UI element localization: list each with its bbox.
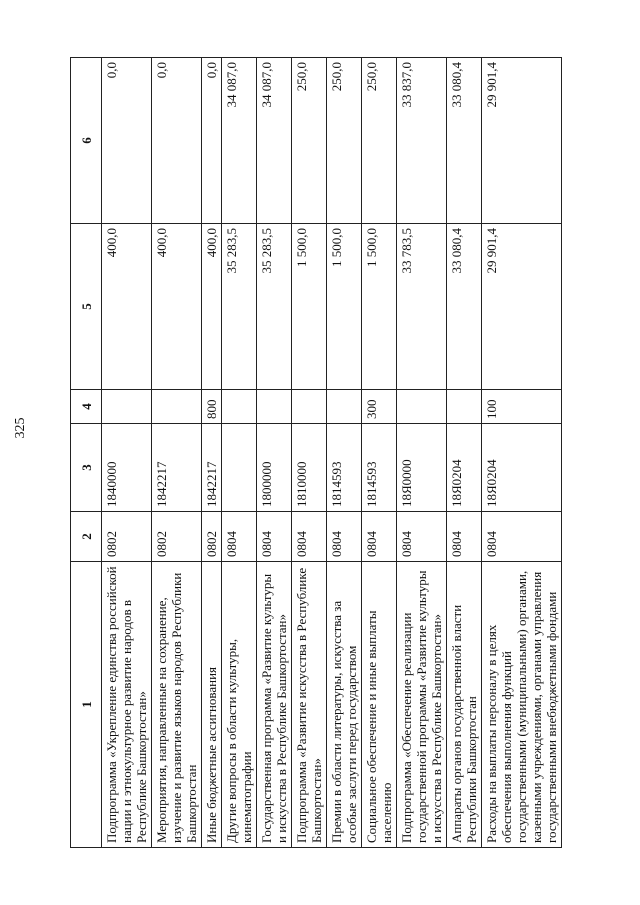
- target-code: 18Я0204: [447, 424, 482, 512]
- table-row: [257, 58, 292, 848]
- amount-col6: 33 837,0: [397, 58, 447, 224]
- table-row: [447, 58, 482, 848]
- amount-col6: 29 901,4: [482, 58, 562, 224]
- amount-col6: 250,0: [327, 58, 362, 224]
- table-row: [292, 58, 327, 848]
- amount-col6: 34 087,0: [222, 58, 257, 224]
- section-code: 0802: [202, 512, 222, 562]
- section-code: 0804: [327, 512, 362, 562]
- expense-type: [102, 390, 152, 424]
- column-header: 6: [71, 58, 102, 224]
- item-name: Подпрограмма «Развитие искусства в Республике Башкортостан»: [292, 562, 327, 848]
- rotated-page: [70, 58, 590, 848]
- column-header: 1: [71, 562, 102, 848]
- expense-type: [257, 390, 292, 424]
- amount-col5: 29 901,4: [482, 224, 562, 390]
- target-code: [222, 424, 257, 512]
- section-code: 0804: [397, 512, 447, 562]
- item-name: Подпрограмма «Укрепление единства российской нации и этнокультурное развитие народов в Республике Башкортостан»: [102, 562, 152, 848]
- expense-type: 100: [482, 390, 562, 424]
- target-code: 18Я0000: [397, 424, 447, 512]
- amount-col5: 35 283,5: [222, 224, 257, 390]
- amount-col6: 0,0: [102, 58, 152, 224]
- target-code: 1840000: [102, 424, 152, 512]
- item-name: Аппараты органов государственной власти Республики Башкортостан: [447, 562, 482, 848]
- table-row: [327, 58, 362, 848]
- header-row: [71, 58, 102, 848]
- column-header: 3: [71, 424, 102, 512]
- target-code: 18Я0204: [482, 424, 562, 512]
- target-code: 1800000: [257, 424, 292, 512]
- section-code: 0804: [447, 512, 482, 562]
- item-name: Иные бюджетные ассигнования: [202, 562, 222, 848]
- table-row: [222, 58, 257, 848]
- table-row: [152, 58, 202, 848]
- section-code: 0804: [362, 512, 397, 562]
- item-name: Другие вопросы в области культуры, кинематографии: [222, 562, 257, 848]
- target-code: 1842217: [202, 424, 222, 512]
- expense-type: [222, 390, 257, 424]
- target-code: 1814593: [327, 424, 362, 512]
- section-code: 0802: [102, 512, 152, 562]
- section-code: 0804: [257, 512, 292, 562]
- item-name: Премии в области литературы, искусства за особые заслуги перед государством: [327, 562, 362, 848]
- column-header: 2: [71, 512, 102, 562]
- table-row: [482, 58, 562, 848]
- amount-col6: 34 087,0: [257, 58, 292, 224]
- table-row: [362, 58, 397, 848]
- amount-col5: 1 500,0: [362, 224, 397, 390]
- amount-col6: 250,0: [362, 58, 397, 224]
- target-code: 1814593: [362, 424, 397, 512]
- item-name: Государственная программа «Развитие культуры и искусства в Республике Башкортостан»: [257, 562, 292, 848]
- expense-type: [292, 390, 327, 424]
- expense-type: [447, 390, 482, 424]
- table-row: [397, 58, 447, 848]
- expense-type: [397, 390, 447, 424]
- amount-col5: 35 283,5: [257, 224, 292, 390]
- section-code: 0804: [222, 512, 257, 562]
- amount-col6: 0,0: [152, 58, 202, 224]
- amount-col5: 400,0: [152, 224, 202, 390]
- section-code: 0804: [482, 512, 562, 562]
- item-name: Подпрограмма «Обеспечение реализации государственной программы «Развитие культуры и искусства в Республике Башкортостан»: [397, 562, 447, 848]
- section-code: 0802: [152, 512, 202, 562]
- amount-col6: 33 080,4: [447, 58, 482, 224]
- table-row: [102, 58, 152, 848]
- expense-type: 300: [362, 390, 397, 424]
- amount-col5: 400,0: [202, 224, 222, 390]
- item-name: Социальное обеспечение и иные выплаты населению: [362, 562, 397, 848]
- expense-type: [152, 390, 202, 424]
- target-code: 1810000: [292, 424, 327, 512]
- table-row: [202, 58, 222, 848]
- target-code: 1842217: [152, 424, 202, 512]
- column-header: 4: [71, 390, 102, 424]
- column-header: 5: [71, 224, 102, 390]
- budget-table: [70, 57, 562, 848]
- section-code: 0804: [292, 512, 327, 562]
- item-name: Мероприятия, направленные на сохранение, изучение и развитие языков народов Республики Башкортостан: [152, 562, 202, 848]
- amount-col6: 250,0: [292, 58, 327, 224]
- amount-col6: 0,0: [202, 58, 222, 224]
- amount-col5: 33 080,4: [447, 224, 482, 390]
- expense-type: 800: [202, 390, 222, 424]
- item-name: Расходы на выплаты персоналу в целях обеспечения выполнения функций государственными (муниципальными) органами, казенными учреждениями, органами управления государственными внебюджетными фондами: [482, 562, 562, 848]
- page-number: 325: [13, 417, 28, 439]
- expense-type: [327, 390, 362, 424]
- amount-col5: 33 783,5: [397, 224, 447, 390]
- amount-col5: 1 500,0: [327, 224, 362, 390]
- amount-col5: 400,0: [102, 224, 152, 390]
- amount-col5: 1 500,0: [292, 224, 327, 390]
